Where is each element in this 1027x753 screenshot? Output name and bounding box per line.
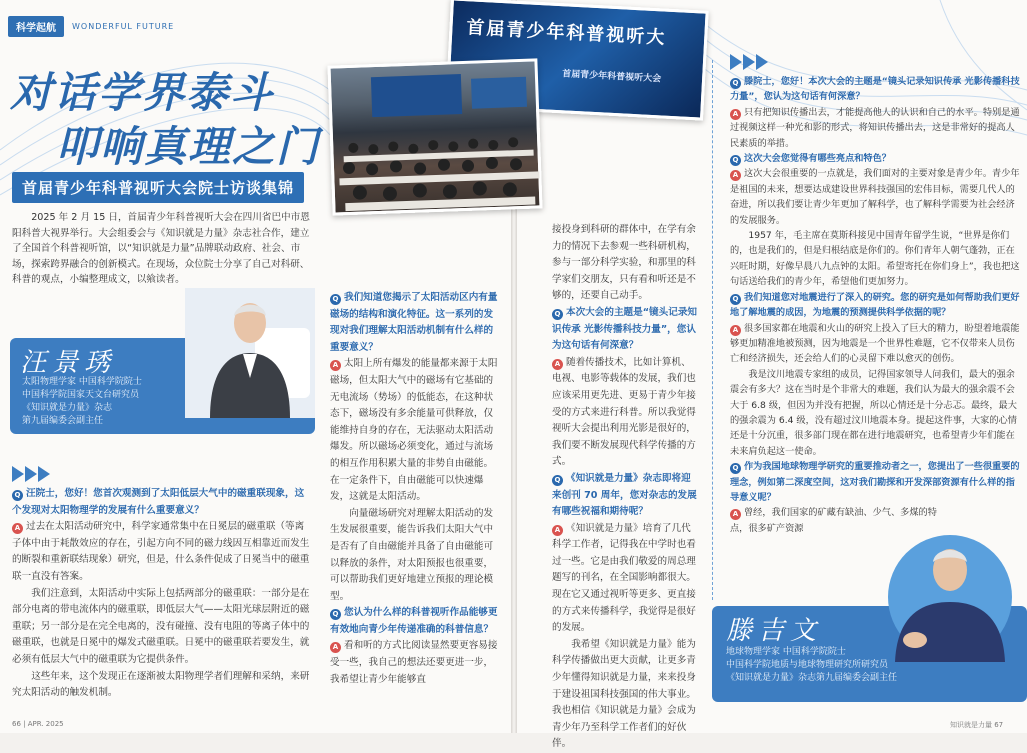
answer-icon: A [730, 109, 741, 120]
question-icon: Q [552, 475, 563, 486]
profile-line: 中国科学院国家天文台研究员 [22, 390, 140, 400]
body-paragraph: 我希望《知识就是力量》能为科学传播做出更大贡献，让更多青少年懂得知识就是力量，来来投身于建设祖国科技强国的伟大事业。我也相信《知识就是力量》会成为青少年乃至科学工作者们的好伙伴。 [552, 638, 696, 750]
column-3 [552, 222, 700, 753]
column-4 [730, 74, 1020, 536]
answer-text: A 看和听的方式比阅读显然要更容易接受一些，我自己的想法还要更进一步，我希望让青少年能够直 [330, 640, 498, 685]
answer-text: A 随着传播技术，比如计算机、电视、电影等载体的发展，我们也应该采用更先进、更易于青少年接受的方式来进行科普。所以我觉得视听大会提出利用光影是很好的，我们要不断发展现代科学传播的方式。 [552, 356, 696, 468]
arrow-marker [730, 54, 768, 70]
answer-text: A 很多国家都在地震和火山的研究上投入了巨大的精力，盼望着地震能够更加精准地被预测，因为地震是一个世界性难题，它不仅带来人员伤亡和经济损失，还会给人们的心灵留下难以愈灭的创伤。 [730, 322, 1020, 365]
audience-illustration [331, 61, 546, 218]
subtitle-banner: 首届青少年科普视听大会院士访谈集锦 [12, 172, 304, 203]
profile-line: 第九届编委会副主任 [22, 416, 104, 426]
footer-left: 66 | APR. 2025 [12, 720, 64, 728]
question-icon: Q [730, 463, 741, 474]
column-2 [330, 290, 500, 688]
question-text: Q 这次大会您觉得有哪些亮点和特色？ [730, 151, 1020, 166]
answer-icon: A [552, 525, 563, 536]
section-label-cn: 科学起航 [8, 16, 64, 37]
question-text: Q 本次大会的主题是“镜头记录知识传承 光影传播科技力量”，您认为这句话有何深意？ [552, 306, 698, 352]
profile-line: 太阳物理学家 中国科学院院士 [22, 377, 142, 387]
screen-text: 首届青少年科普视听大 [465, 17, 667, 49]
section-tag [8, 16, 174, 37]
answer-icon: A [12, 523, 23, 534]
arrow-marker [12, 466, 50, 482]
question-icon: Q [12, 490, 23, 501]
question-icon: Q [552, 309, 563, 320]
question-text: Q 滕院士，您好！本次大会的主题是“镜头记录知识传承 光影传播科技力量”，您认为这句话有何深意？ [730, 76, 1020, 103]
question-text: Q 我们知道您揭示了太阳活动区内有量磁场的结构和演化特征。这一系列的发现对我们理解太阳活动机制有什么样的重要意义？ [330, 292, 498, 353]
profile-line: 《知识就是力量》杂志 [22, 403, 113, 413]
section-label-en: WONDERFUL FUTURE [72, 22, 175, 31]
profile-line: 地球物理学家 中国科学院院士 [726, 647, 846, 657]
answer-icon: A [730, 325, 741, 336]
body-paragraph: 这些年来，这个发现正在逐渐被太阳物理学者们理解和采纳，来研究太阳活动的触发机制。 [12, 670, 310, 699]
headline-line-2: 叩响真理之门 [56, 122, 321, 171]
conference-hall-photo [327, 58, 542, 215]
answer-text: A 这次大会很重要的一点就是，我们面对的主要对象是青少年。青少年是祖国的未来，想要达成建设世界科技强国的宏伟目标，需要几代人的奋进，所以我们要让青少年更加了解科学，也了解科学需要为社会经济的发展服务。 [730, 168, 1020, 226]
question-text: Q 作为我国地球物理学研究的重要推动者之一，您提出了一些很重要的理念，例如第二深度空间，这对我们勘探和开发深部资源有什么样的指导意义呢？ [730, 461, 1020, 503]
question-icon: Q [730, 78, 741, 89]
question-text: Q 您认为什么样的科普视听作品能够更有效地向青少年传递准确的科普信息？ [330, 607, 498, 635]
question-text: Q 《知识就是力量》杂志即将迎来创刊 70 周年，您对杂志的发展有哪些祝福和期待呢？ [552, 472, 697, 518]
question-text: Q 汪院士，您好！您首次观测到了太阳低层大气中的磁重联现象，这个发现对太阳物理学的发展有什么重要意义？ [12, 488, 305, 516]
headline-line-1: 对话学界泰斗 [10, 68, 275, 117]
profile-line: 中国科学院地质与地球物理研究所研究员 [726, 660, 889, 670]
profile-line: 《知识就是力量》杂志第九届编委会副主任 [726, 673, 898, 683]
question-icon: Q [730, 155, 741, 166]
footer-right: 知识就是力量 67 [950, 721, 1004, 729]
body-paragraph: 我是汶川地震专家组的成员，记得国家领导人问我们，最大的强余震会有多大？这在当时是个非常大的难题，我们认为最大的强余震不会大于 6.8 级，但因为并没有把握，所以心情还是十分忐忑。最终，最大的强余震为 6.4 级，没有超过汶川地震本身。提起这件事，大家的心情还是十分沉重，很多部门现在都在进行地震研究，也希望青少年们能在未来肩负起这一使命。 [730, 368, 1017, 457]
answer-icon: A [730, 509, 741, 520]
answer-icon: A [330, 642, 341, 653]
body-paragraph: 我们注意到，太阳活动中实际上包括两部分的磁重联：一部分是在部分电离的带电流体内的磁重联，即低层大气——太阳光球层附近的磁重联；另一部分是在完全电离的，没有碰撞、没有电阻的等离子体中的磁重联，也就是日冕中的爆发式磁重联。日冕中的磁重联若要发生，就必须有低层大气中的磁重联为它提供条件。 [12, 587, 310, 665]
screen-subtext: 首届青少年科普视听大会 [561, 69, 662, 85]
intro-paragraph: 2025 年 2 月 15 日，首届青少年科普视听大会在四川省巴中市恩阳科普大视界举行。大会组委会与《知识就是力量》杂志社合作，建立了全国首个科普视听馆，以“知识就是力量”品牌联动政府、社会、市场，探索跨界融合的创新模式。在现场，众位院士分享了自己对科研、科普的观点，小编整理成文，以飨读者。 [12, 212, 310, 285]
question-text: Q 我们知道您对地震进行了深入的研究。您的研究是如何帮助我们更好地了解地震的成因，为地震的预测提供科学依据的呢？ [730, 291, 1020, 319]
profile-name: 滕吉文 [726, 616, 823, 646]
column-1 [12, 486, 312, 702]
answer-icon: A [552, 359, 563, 370]
column-divider [712, 60, 713, 600]
answer-text: A 只有把知识传播出去，才能提高他人的认识和自己的水平。特别是通过视频这样一种光和影的形式，将知识传播出去，这是非常好的提高人民素质的举措。 [730, 106, 1020, 149]
answer-text: A 曾经，我们国家的矿藏有缺油、少气、多煤的特点，很多矿产资源 [730, 507, 937, 534]
body-paragraph: 向量磁场研究对理解太阳活动的发生发展很重要，能告诉我们太阳大气中是否有了自由磁能并具备了自由磁能可以释放的条件，对太阳预报也很重要，可以帮助我们更好地建立预报的理论模型。 [330, 507, 494, 602]
profile-name: 汪景琇 [20, 348, 117, 378]
question-icon: Q [730, 294, 741, 305]
body-paragraph: 接投身到科研的群体中，在学有余力的情况下去参观一些科研机构，参与一部分科学实验，和那里的科学家们交朋友，只有看和听还是不够的，还要自己动手。 [552, 224, 696, 302]
answer-text: A 过去在太阳活动研究中，科学家通常集中在日冕层的磁重联（等离子体中由于耗散效应的存在，引起方向不同的磁力线因互相靠近而发生的断裂和重新联结现象）研究，但是，什么条件促成了日冕当中的磁重联一直没有答案。 [12, 521, 310, 582]
question-icon: Q [330, 294, 341, 305]
portrait-photo-teng [875, 532, 1025, 662]
answer-icon: A [730, 170, 741, 181]
portrait-photo-wang [185, 288, 315, 418]
body-paragraph: 1957 年，毛主席在莫斯科接见中国青年留学生说，“世界是你们的，也是我们的，但是归根结底是你们的。你们青年人朝气蓬勃，正在兴旺时期，好像早晨八九点钟的太阳。希望寄托在你们身上”，我也把这句话送给我们的青少年，希望他们更加努力。 [730, 230, 1020, 288]
answer-icon: A [330, 360, 341, 371]
answer-text: A 太阳上所有爆发的能量都来源于太阳磁场，但太阳大气中的磁场有它基础的无电流场（势场）的低能态，在这种状态下，磁场没有多余能量可供释放，仅能维持自身的存在，无法驱动太阳活动爆发。所以磁场必须变化，通过与流场的相互作用积累大量的非势自由磁能。在一定条件下，自由磁能可以快速爆发，这就是太阳活动。 [330, 358, 498, 503]
answer-text: A 《知识就是力量》培育了几代科学工作者，记得我在中学时也看过一些。它是由我们敬爱的周总理题写的刊名，在全国影响都很大。现在它又通过视听等更多、更直接的方式来传播科学，我觉得是很好的发展。 [552, 522, 696, 634]
question-icon: Q [330, 609, 341, 620]
